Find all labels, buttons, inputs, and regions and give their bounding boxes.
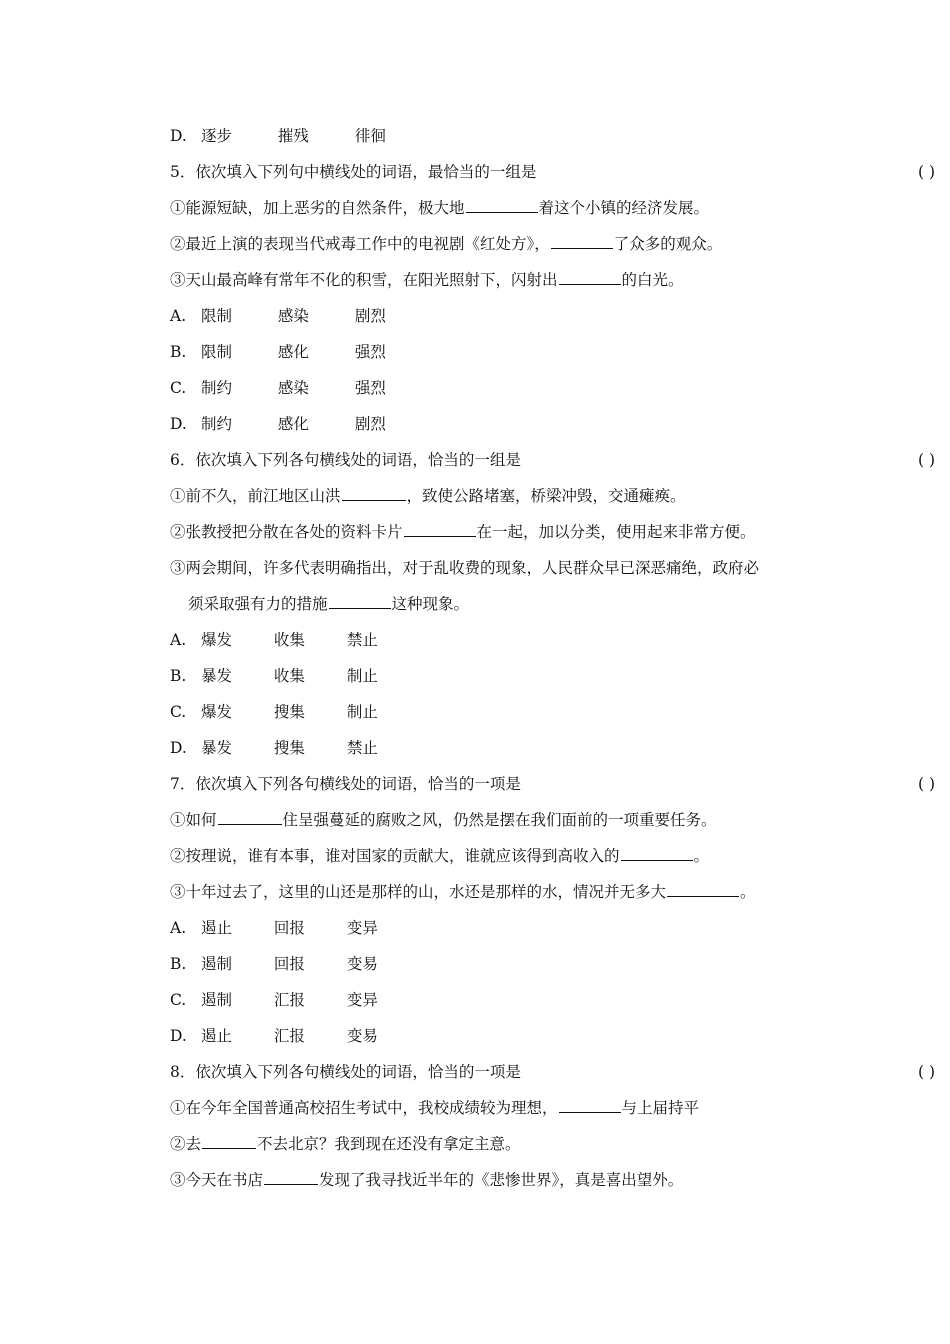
sentence-text: ③十年过去了，这里的山还是那样的山，水还是那样的水，情况并无多大 (170, 883, 667, 901)
option-word: 回报 (273, 919, 305, 937)
q5-option-d (170, 412, 810, 436)
fill-blank (559, 268, 621, 285)
sentence-text: 的白光。 (621, 271, 684, 289)
fill-blank (466, 196, 538, 213)
q7-option-a (170, 916, 810, 940)
q6-option-b (170, 664, 810, 688)
q5-option-b (170, 340, 810, 364)
option-word: 回报 (273, 955, 305, 973)
sentence-text: 了众多的观众。 (613, 235, 723, 253)
option-word: 徘徊 (354, 127, 386, 145)
q4-option-d (170, 124, 810, 148)
option-word: 感化 (277, 415, 309, 433)
sentence-text: ，致使公路堵塞，桥梁冲毁，交通瘫痪。 (406, 487, 686, 505)
option-label: D. (170, 127, 187, 145)
option-label: B. (170, 343, 187, 361)
sentence-text: ①能源短缺，加上恶劣的自然条件，极大地 (170, 199, 465, 217)
option-word: 遏止 (200, 919, 232, 937)
sentence-text: ①前不久，前江地区山洪 (170, 487, 341, 505)
q6-sentence-3 (170, 556, 810, 580)
option-word: 遏制 (200, 955, 232, 973)
option-word: 禁止 (346, 739, 378, 757)
q6-stem (170, 448, 936, 472)
option-word: 强烈 (354, 379, 386, 397)
sentence-text: 在一起，加以分类，使用起来非常方便。 (476, 523, 756, 541)
q8-stem (170, 1060, 936, 1084)
option-word: 收集 (273, 667, 305, 685)
q6-option-d (170, 736, 810, 760)
fill-blank (621, 844, 693, 861)
q7-option-d (170, 1024, 810, 1048)
q8-sentence-1 (170, 1096, 810, 1120)
q5-sentence-1 (170, 196, 810, 220)
option-label: B. (170, 667, 187, 685)
option-word: 制约 (200, 379, 232, 397)
q7-sentence-2 (170, 844, 810, 868)
sentence-text: ②按理说，谁有本事，谁对国家的贡献大，谁就应该得到高收入的 (170, 847, 620, 865)
option-word: 搜集 (273, 739, 305, 757)
option-label: A. (170, 631, 187, 649)
option-label: D. (170, 1027, 187, 1045)
sentence-text: ①在今年全国普通高校招生考试中，我校成绩较为理想， (170, 1099, 558, 1117)
answer-parentheses: ( ) (918, 1063, 936, 1081)
sentence-text: ③两会期间，许多代表明确指出，对于乱收费的现象，人民群众早已深恶痛绝，政府必 (170, 559, 760, 577)
option-word: 剧烈 (354, 415, 386, 433)
q6-sentence-2 (170, 520, 810, 544)
q7-option-c (170, 988, 810, 1012)
option-word: 逐步 (200, 127, 232, 145)
q6-option-a (170, 628, 810, 652)
sentence-text: ①如何 (170, 811, 217, 829)
q8-sentence-2 (170, 1132, 810, 1156)
option-word: 遏制 (200, 991, 232, 1009)
sentence-text: ③天山最高峰有常年不化的积雪，在阳光照射下，闪射出 (170, 271, 558, 289)
fill-blank (404, 520, 476, 537)
option-label: C. (170, 703, 187, 721)
fill-blank (329, 592, 391, 609)
option-word: 遏止 (200, 1027, 232, 1045)
option-word: 变易 (346, 955, 378, 973)
option-word: 变异 (346, 919, 378, 937)
q5-sentence-3 (170, 268, 810, 292)
question-text: 7．依次填入下列各句横线处的词语，恰当的一项是 (170, 775, 521, 793)
q5-option-a (170, 304, 810, 328)
option-label: A. (170, 307, 187, 325)
option-word: 限制 (200, 307, 232, 325)
sentence-text: 住呈强蔓延的腐败之风，仍然是摆在我们面前的一项重要任务。 (282, 811, 717, 829)
option-word: 禁止 (346, 631, 378, 649)
answer-parentheses: ( ) (918, 451, 936, 469)
q6-option-c (170, 700, 810, 724)
option-word: 暴发 (200, 667, 232, 685)
q6-sentence-3-cont (188, 592, 810, 616)
option-label: B. (170, 955, 187, 973)
option-word: 爆发 (200, 631, 232, 649)
option-word: 制约 (200, 415, 232, 433)
fill-blank (264, 1168, 318, 1185)
q5-stem (170, 160, 936, 184)
option-label: D. (170, 739, 187, 757)
sentence-text: ②最近上演的表现当代戒毒工作中的电视剧《红处方》， (170, 235, 550, 253)
option-word: 限制 (200, 343, 232, 361)
option-word: 感化 (277, 343, 309, 361)
q7-sentence-1 (170, 808, 810, 832)
sentence-text: 不去北京？我到现在还没有拿定主意。 (257, 1135, 521, 1153)
option-word: 变易 (346, 1027, 378, 1045)
option-word: 汇报 (273, 1027, 305, 1045)
q7-sentence-3 (170, 880, 810, 904)
option-label: C. (170, 379, 187, 397)
sentence-text: ②张教授把分散在各处的资料卡片 (170, 523, 403, 541)
option-word: 变异 (346, 991, 378, 1009)
fill-blank (559, 1096, 621, 1113)
sentence-text: ③今天在书店 (170, 1171, 264, 1189)
option-label: D. (170, 415, 187, 433)
q7-option-b (170, 952, 810, 976)
fill-blank (202, 1132, 256, 1149)
q5-sentence-2 (170, 232, 810, 256)
option-word: 搜集 (273, 703, 305, 721)
option-word: 感染 (277, 307, 309, 325)
option-word: 制止 (346, 703, 378, 721)
answer-parentheses: ( ) (918, 775, 936, 793)
q7-stem (170, 772, 936, 796)
q5-option-c (170, 376, 810, 400)
sentence-text: 。 (693, 847, 710, 865)
q8-sentence-3 (170, 1168, 810, 1192)
option-word: 强烈 (354, 343, 386, 361)
option-word: 感染 (277, 379, 309, 397)
sentence-text: 。 (740, 883, 756, 901)
sentence-text: 发现了我寻找近半年的《悲惨世界》，真是喜出望外。 (319, 1171, 684, 1189)
answer-parentheses: ( ) (918, 163, 936, 181)
option-label: C. (170, 991, 187, 1009)
fill-blank (551, 232, 613, 249)
option-word: 爆发 (200, 703, 232, 721)
fill-blank (218, 808, 282, 825)
sentence-text: 着这个小镇的经济发展。 (538, 199, 710, 217)
sentence-text: ②去 (170, 1135, 202, 1153)
option-word: 摧残 (277, 127, 309, 145)
option-word: 剧烈 (354, 307, 386, 325)
option-word: 暴发 (200, 739, 232, 757)
question-text: 5．依次填入下列句中横线处的词语，最恰当的一组是 (170, 163, 537, 181)
option-word: 收集 (273, 631, 305, 649)
sentence-text: 与上届持平 (621, 1099, 700, 1117)
fill-blank (667, 880, 739, 897)
option-label: A. (170, 919, 187, 937)
question-text: 6．依次填入下列各句横线处的词语，恰当的一组是 (170, 451, 521, 469)
option-word: 汇报 (273, 991, 305, 1009)
sentence-text: 须采取强有力的措施 (188, 595, 328, 613)
fill-blank (342, 484, 406, 501)
option-word: 制止 (346, 667, 378, 685)
sentence-text: 这种现象。 (391, 595, 470, 613)
q6-sentence-1 (170, 484, 810, 508)
question-text: 8．依次填入下列各句横线处的词语，恰当的一项是 (170, 1063, 521, 1081)
